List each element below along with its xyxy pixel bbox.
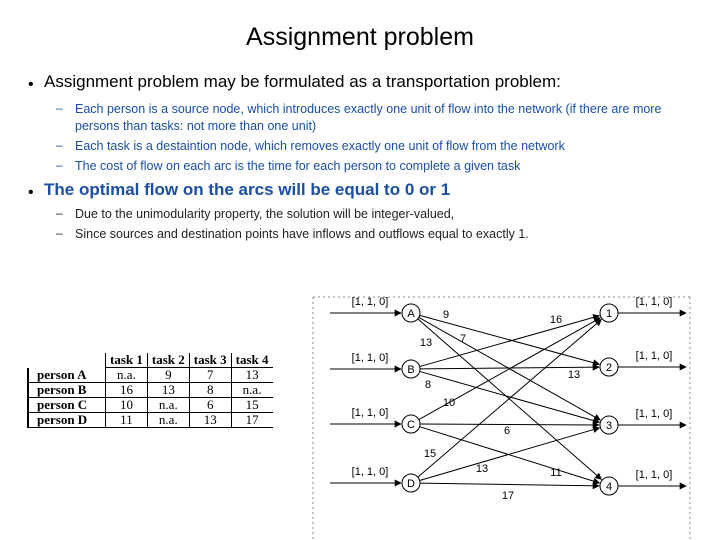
table-cell: 13 <box>189 413 231 428</box>
table-cell: 17 <box>231 413 272 428</box>
bullet-2-text: The optimal flow on the arcs will be equal to 0 or 1 <box>44 180 451 199</box>
dash-marker: – <box>56 138 63 152</box>
source-bound-label: [1, 1, 0] <box>351 466 389 478</box>
source-bound-label: [1, 1, 0] <box>351 296 389 308</box>
table-cell: 11 <box>106 413 148 428</box>
bullet-1-text: Assignment problem may be formulated as a transportation problem: <box>44 72 561 91</box>
table-header: task 2 <box>147 353 189 368</box>
dash-marker: – <box>56 101 63 115</box>
table-cell: 10 <box>106 398 148 413</box>
table-cell: n.a. <box>147 398 189 413</box>
table-cell: n.a. <box>147 413 189 428</box>
sink-node-label: 4 <box>605 481 613 493</box>
row-label: person A <box>28 368 106 383</box>
table-cell: 9 <box>147 368 189 383</box>
bullet-1-sub-3: The cost of flow on each arc is the time for each person to complete a given task <box>75 159 521 173</box>
table-cell: 8 <box>189 383 231 398</box>
bullet-2-sub-2: Since sources and destination points have inflows and outflows equal to exactly 1. <box>75 227 529 241</box>
arc-cost-label: 15 <box>423 448 437 460</box>
arc-cost-label: 16 <box>549 314 563 326</box>
arc-cost-label: 6 <box>503 425 511 437</box>
arc-cost-label: 8 <box>424 379 432 391</box>
row-label: person D <box>28 413 106 428</box>
table-header: task 4 <box>231 353 272 368</box>
table-cell: n.a. <box>106 368 148 383</box>
arc-cost-label: 9 <box>442 309 450 321</box>
table-cell: 15 <box>231 398 272 413</box>
arc-cost-label: 17 <box>501 490 515 502</box>
table-header: task 3 <box>189 353 231 368</box>
bullet-1-sub-2: Each task is a destaintion node, which removes exactly one unit of flow from the network <box>75 139 565 153</box>
source-node-label: B <box>407 364 415 376</box>
dash-marker: – <box>56 206 63 220</box>
sink-bound-label: [1, 1, 0] <box>635 408 673 420</box>
arc-cost-label: 13 <box>419 337 433 349</box>
dash-marker: – <box>56 226 63 240</box>
table-cell: 13 <box>147 383 189 398</box>
bullet-marker: • <box>28 76 34 93</box>
arc-cost-label: 7 <box>459 333 467 345</box>
table-header: task 1 <box>106 353 148 368</box>
sink-node-label: 3 <box>605 420 613 432</box>
bullet-1-sub-1: Each person is a source node, which introduces exactly one unit of flow into the network (if there are more persons than tasks: not more than one unit) <box>75 102 662 133</box>
row-label: person C <box>28 398 106 413</box>
row-label: person B <box>28 383 106 398</box>
table-cell: 6 <box>189 398 231 413</box>
source-node-label: C <box>407 419 415 431</box>
sink-node-label: 1 <box>605 308 613 320</box>
sink-bound-label: [1, 1, 0] <box>635 350 673 362</box>
source-node-label: D <box>407 478 415 490</box>
slide-title: Assignment problem <box>246 23 474 51</box>
sink-node-label: 2 <box>605 362 613 374</box>
table-cell: 16 <box>106 383 148 398</box>
source-bound-label: [1, 1, 0] <box>351 407 389 419</box>
bullet-marker: • <box>28 184 34 201</box>
table-cell: 7 <box>189 368 231 383</box>
arc-D-4 <box>420 483 599 486</box>
table-cell: 13 <box>231 368 272 383</box>
arc-cost-label: 11 <box>550 467 562 479</box>
source-bound-label: [1, 1, 0] <box>351 352 389 364</box>
sink-bound-label: [1, 1, 0] <box>635 469 673 481</box>
source-node-label: A <box>407 308 415 320</box>
arc-cost-label: 13 <box>475 463 489 475</box>
table-cell: n.a. <box>231 383 272 398</box>
dash-marker: – <box>56 158 63 172</box>
bullet-2-sub-1: Due to the unimodularity property, the solution will be integer-valued, <box>75 207 455 221</box>
arc-cost-label: 13 <box>567 369 581 381</box>
arc-B-1 <box>420 316 600 367</box>
arc-A-2 <box>420 315 600 364</box>
arc-cost-label: 10 <box>442 397 456 409</box>
sink-bound-label: [1, 1, 0] <box>635 296 673 308</box>
